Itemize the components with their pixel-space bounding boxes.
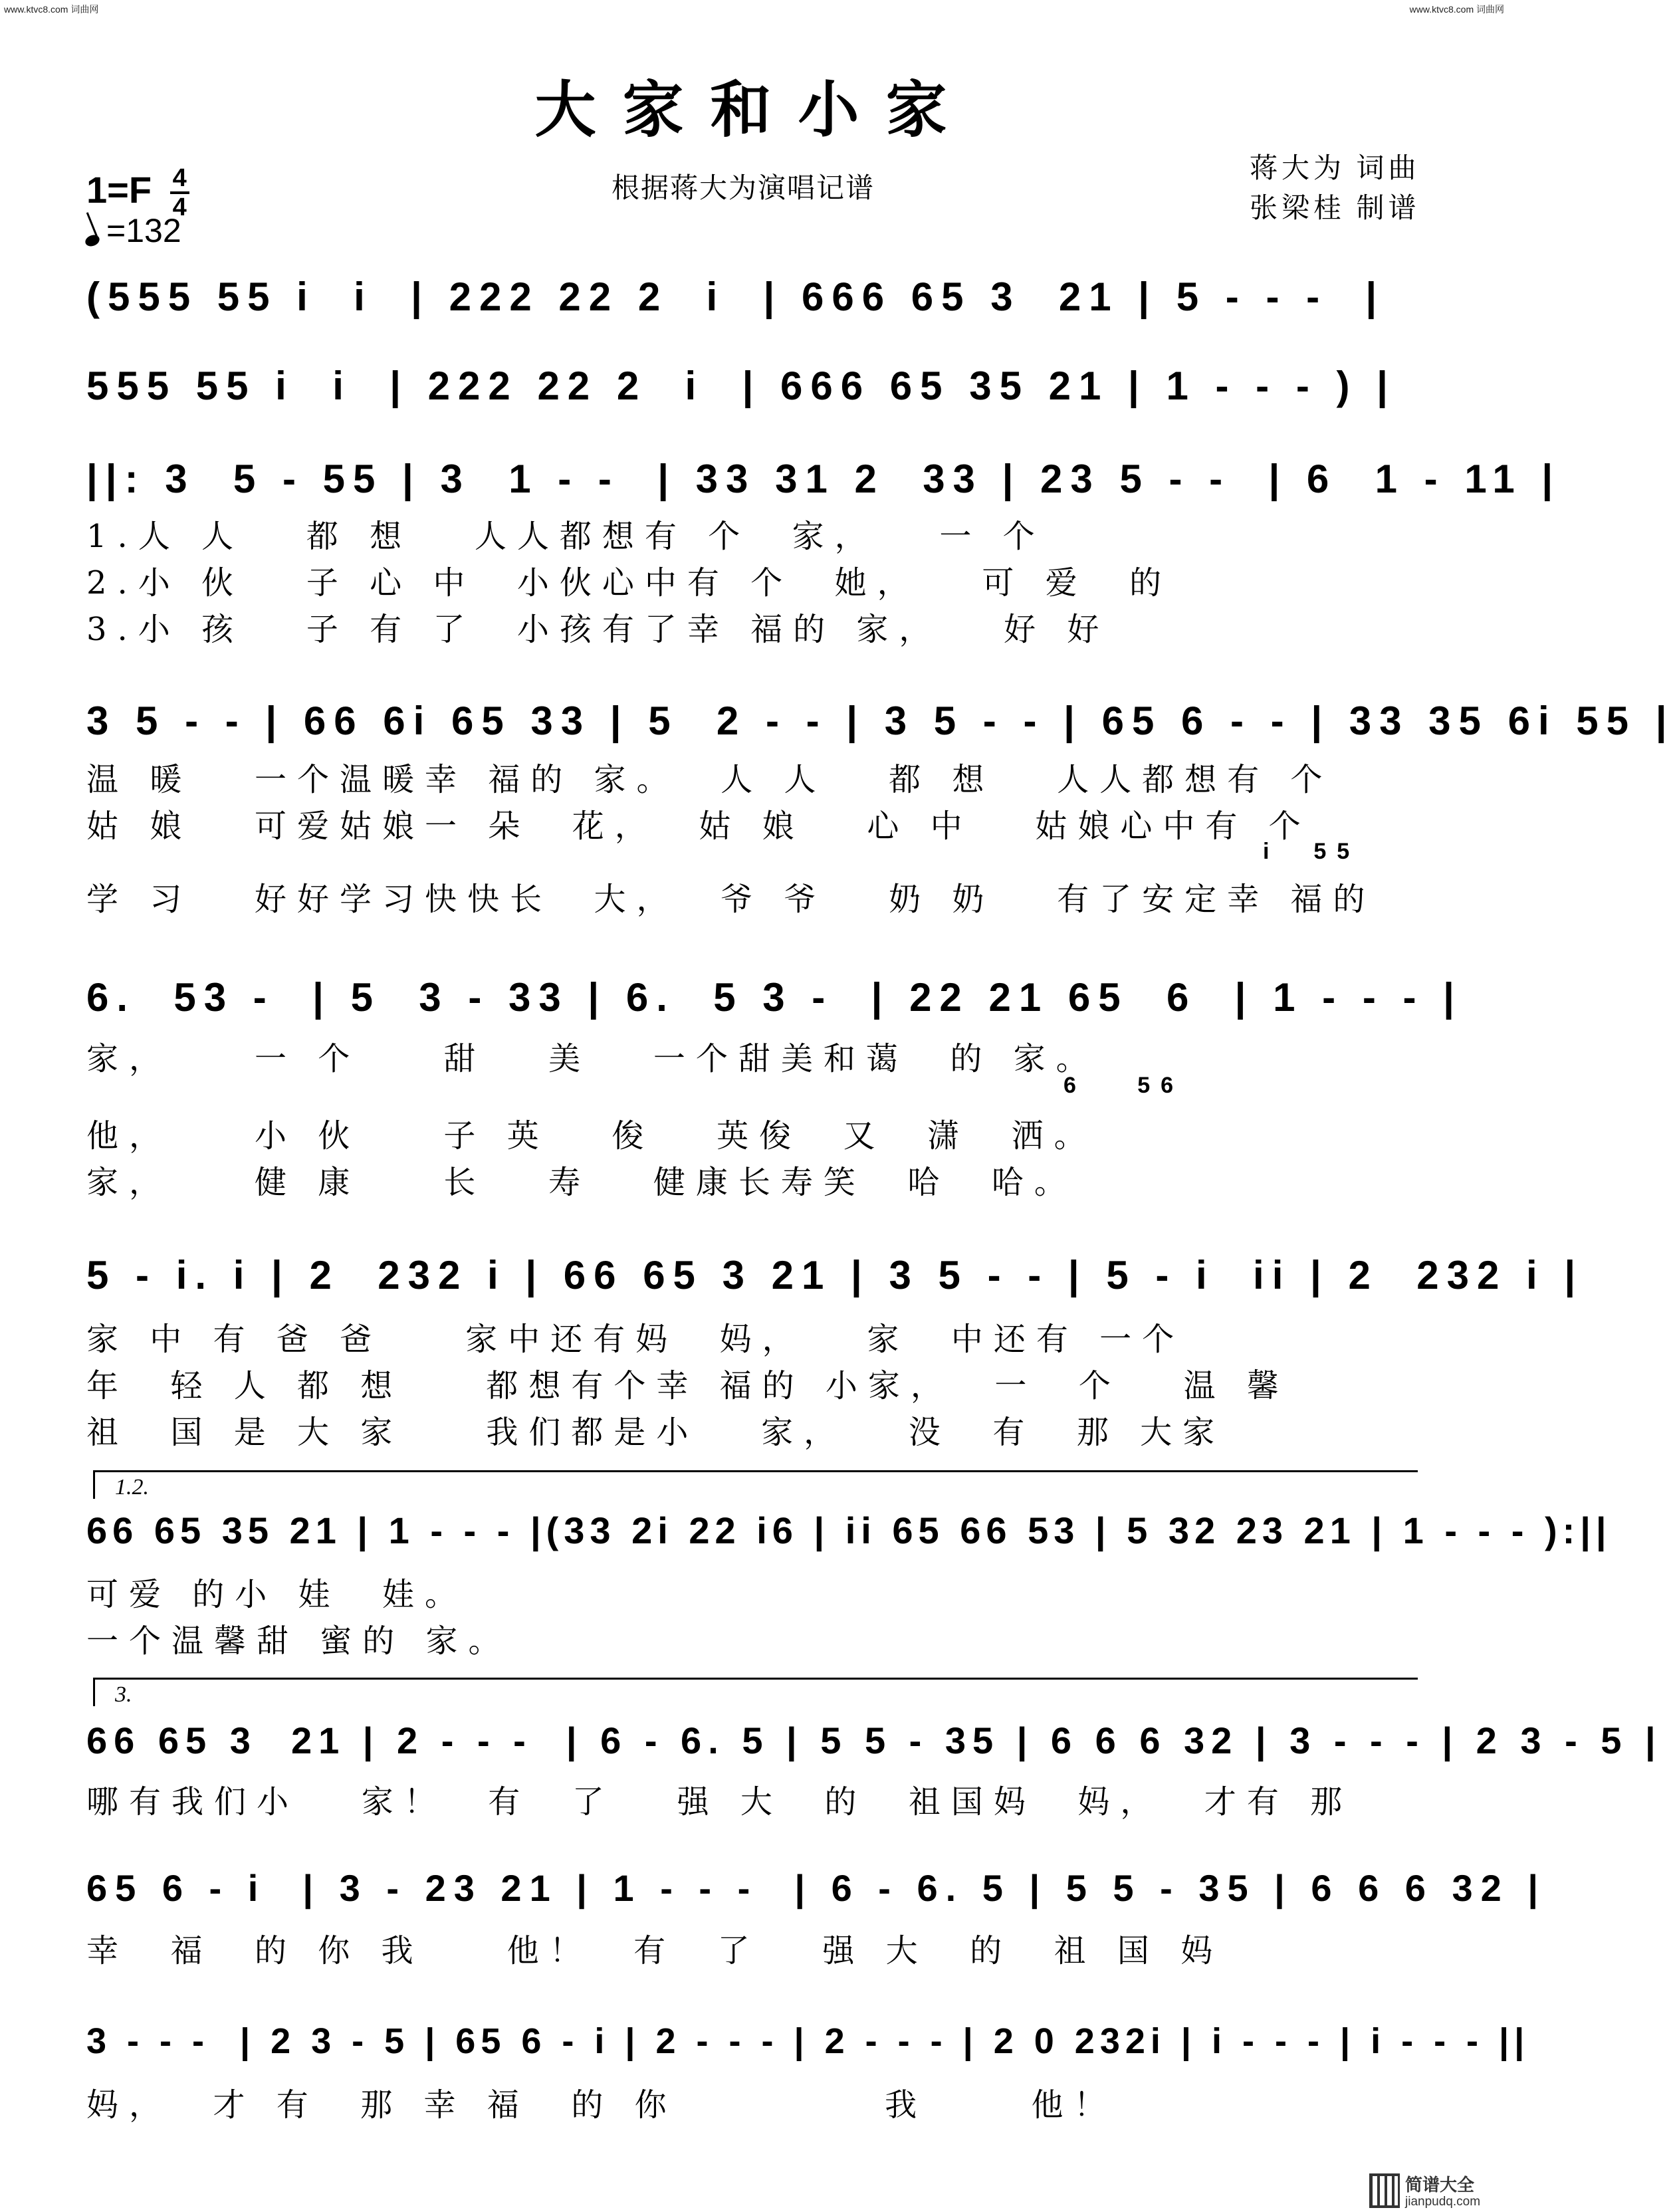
tempo-marking [85,211,181,250]
volta-label-3: 3. [115,1682,132,1707]
lyric-row-10: 家 中 有 爸 爸 家中还有妈 妈， 家 中还有 一个 [86,1321,1185,1358]
time-signature-top: 4 [170,165,189,194]
volta-label-1-2: 1.2. [115,1475,149,1499]
time-signature-bottom: 4 [172,193,187,221]
lyric-row-15: 哪有我们小 家！ 有 了 强 大 的 祖国妈 妈， 才有 那 [86,1783,1353,1821]
lyric-row-4: 温 暖 一个温暖幸 福的 家。 人 人 都 想 人人都想有 个 [86,761,1333,798]
volta-bracket-3 [93,1678,1418,1706]
watermark [1369,2172,1502,2212]
lyric-row-17: 妈， 才 有 那 幸 福 的 你 我 他！ [86,2086,1117,2124]
credit-lyricist-composer: 蒋大为 词曲 [1250,154,1420,184]
volta-bracket-1-2 [93,1470,1418,1499]
lyric-row-13: 可爱 的小 娃 娃。 [86,1576,468,1613]
header-url-left[interactable]: www.ktvc8.com 词曲网 [4,4,99,15]
lyric-row-14: 一个温馨甜 蜜的 家。 [86,1622,511,1660]
credit-arranger: 张梁桂 制谱 [1250,193,1420,224]
lyric-row-8: 他， 小 伙 子 英 俊 英俊 又 潇 洒。 [86,1117,1097,1155]
lyric-variant-notes-2: 6 56 [1063,1073,1184,1098]
page-title: 大家和小家 [534,74,974,146]
header-url-right[interactable]: www.ktvc8.com 词曲网 [1409,4,1504,15]
lyric-row-3: 3.小 孩 子 有 了 小孩有了幸 福的 家， 好 好 [86,611,1110,648]
lyric-row-6: 学 习 好好学习快快长 大， 爷 爷 奶 奶 有了安定幸 福的 [86,881,1376,918]
music-row-7: 66 65 35 21 | 1 - - - |(33 2i 22 i6 | ii 65 66 53 | 5 32 23 21 | 1 - - - ):|| [86,1509,1612,1551]
watermark-cn: 简谱大全 [1405,2175,1475,2195]
lyric-row-11: 年 轻 人 都 想 都想有个幸 福的 小家， 一 个 温 馨 [86,1367,1289,1404]
quarter-note-icon [84,233,101,248]
watermark-en: jianpudq.com [1405,2195,1481,2209]
music-row-5: 6. 53 - | 5 3 - 33 | 6. 5 3 - | 22 21 65 6 | 1 - - - | [86,975,1462,1020]
key-label: 1=F [86,168,152,211]
music-row-4: 3 5 - - | 66 6i 65 33 | 5 2 - - | 3 5 - - | 65 6 - - | 33 35 6i 55 | [86,699,1675,743]
music-row-6: 5 - i. i | 2 232 i | 66 65 3 21 | 3 5 - - | 5 - i ii | 2 232 i | [86,1253,1584,1297]
subtitle: 根据蒋大为演唱记谱 [612,173,875,204]
music-row-3: ||: 3 5 - 55 | 3 1 - - | 33 31 2 33 | 23 5 - - | 6 1 - 11 | [86,457,1561,501]
music-row-1: (555 55 i i | 222 22 2 i | 666 65 3 21 | 5 - - - | [86,275,1385,319]
lyric-row-12: 祖 国 是 大 家 我们都是小 家， 没 有 那 大家 [86,1414,1226,1451]
lyric-row-2: 2.小 伙 子 心 中 小伙心中有 个 她， 可 爱 的 [86,564,1172,602]
lyric-row-7: 家， 一 个 甜 美 一个甜美和蔼 的 家。 [86,1040,1099,1077]
music-row-9: 65 6 - i | 3 - 23 21 | 1 - - - | 6 - 6. 5 | 5 5 - 35 | 6 6 6 32 | [86,1867,1547,1909]
lyric-row-1: 1.人 人 都 想 人人都想有 个 家， 一 个 [86,518,1046,555]
lyric-row-5: 姑 娘 可爱姑娘一 朵 花， 姑 娘 心 中 姑娘心中有 个 [86,808,1311,845]
lyric-row-16: 幸 福 的 你 我 他！ 有 了 强 大 的 祖 国 妈 [86,1932,1224,1969]
credits [1250,149,1420,229]
music-row-10: 3 - - - | 2 3 - 5 | 65 6 - i | 2 - - - | 2 - - - | 2 0 232i | i - - - | i - - - || [86,2021,1530,2061]
lyric-row-9: 家， 健 康 长 寿 健康长寿笑 哈 哈。 [86,1164,1077,1201]
tempo-value: =132 [106,212,181,249]
lyric-variant-notes-1: i 55 [1263,839,1361,864]
music-row-2: 555 55 i i | 222 22 2 i | 666 65 35 21 | 1 - - - ) | [86,364,1396,408]
music-row-8: 66 65 3 21 | 2 - - - | 6 - 6. 5 | 5 5 - 35 | 6 6 6 32 | 3 - - - | 2 3 - 5 | [86,1719,1662,1761]
piano-logo-icon [1369,2172,1502,2209]
